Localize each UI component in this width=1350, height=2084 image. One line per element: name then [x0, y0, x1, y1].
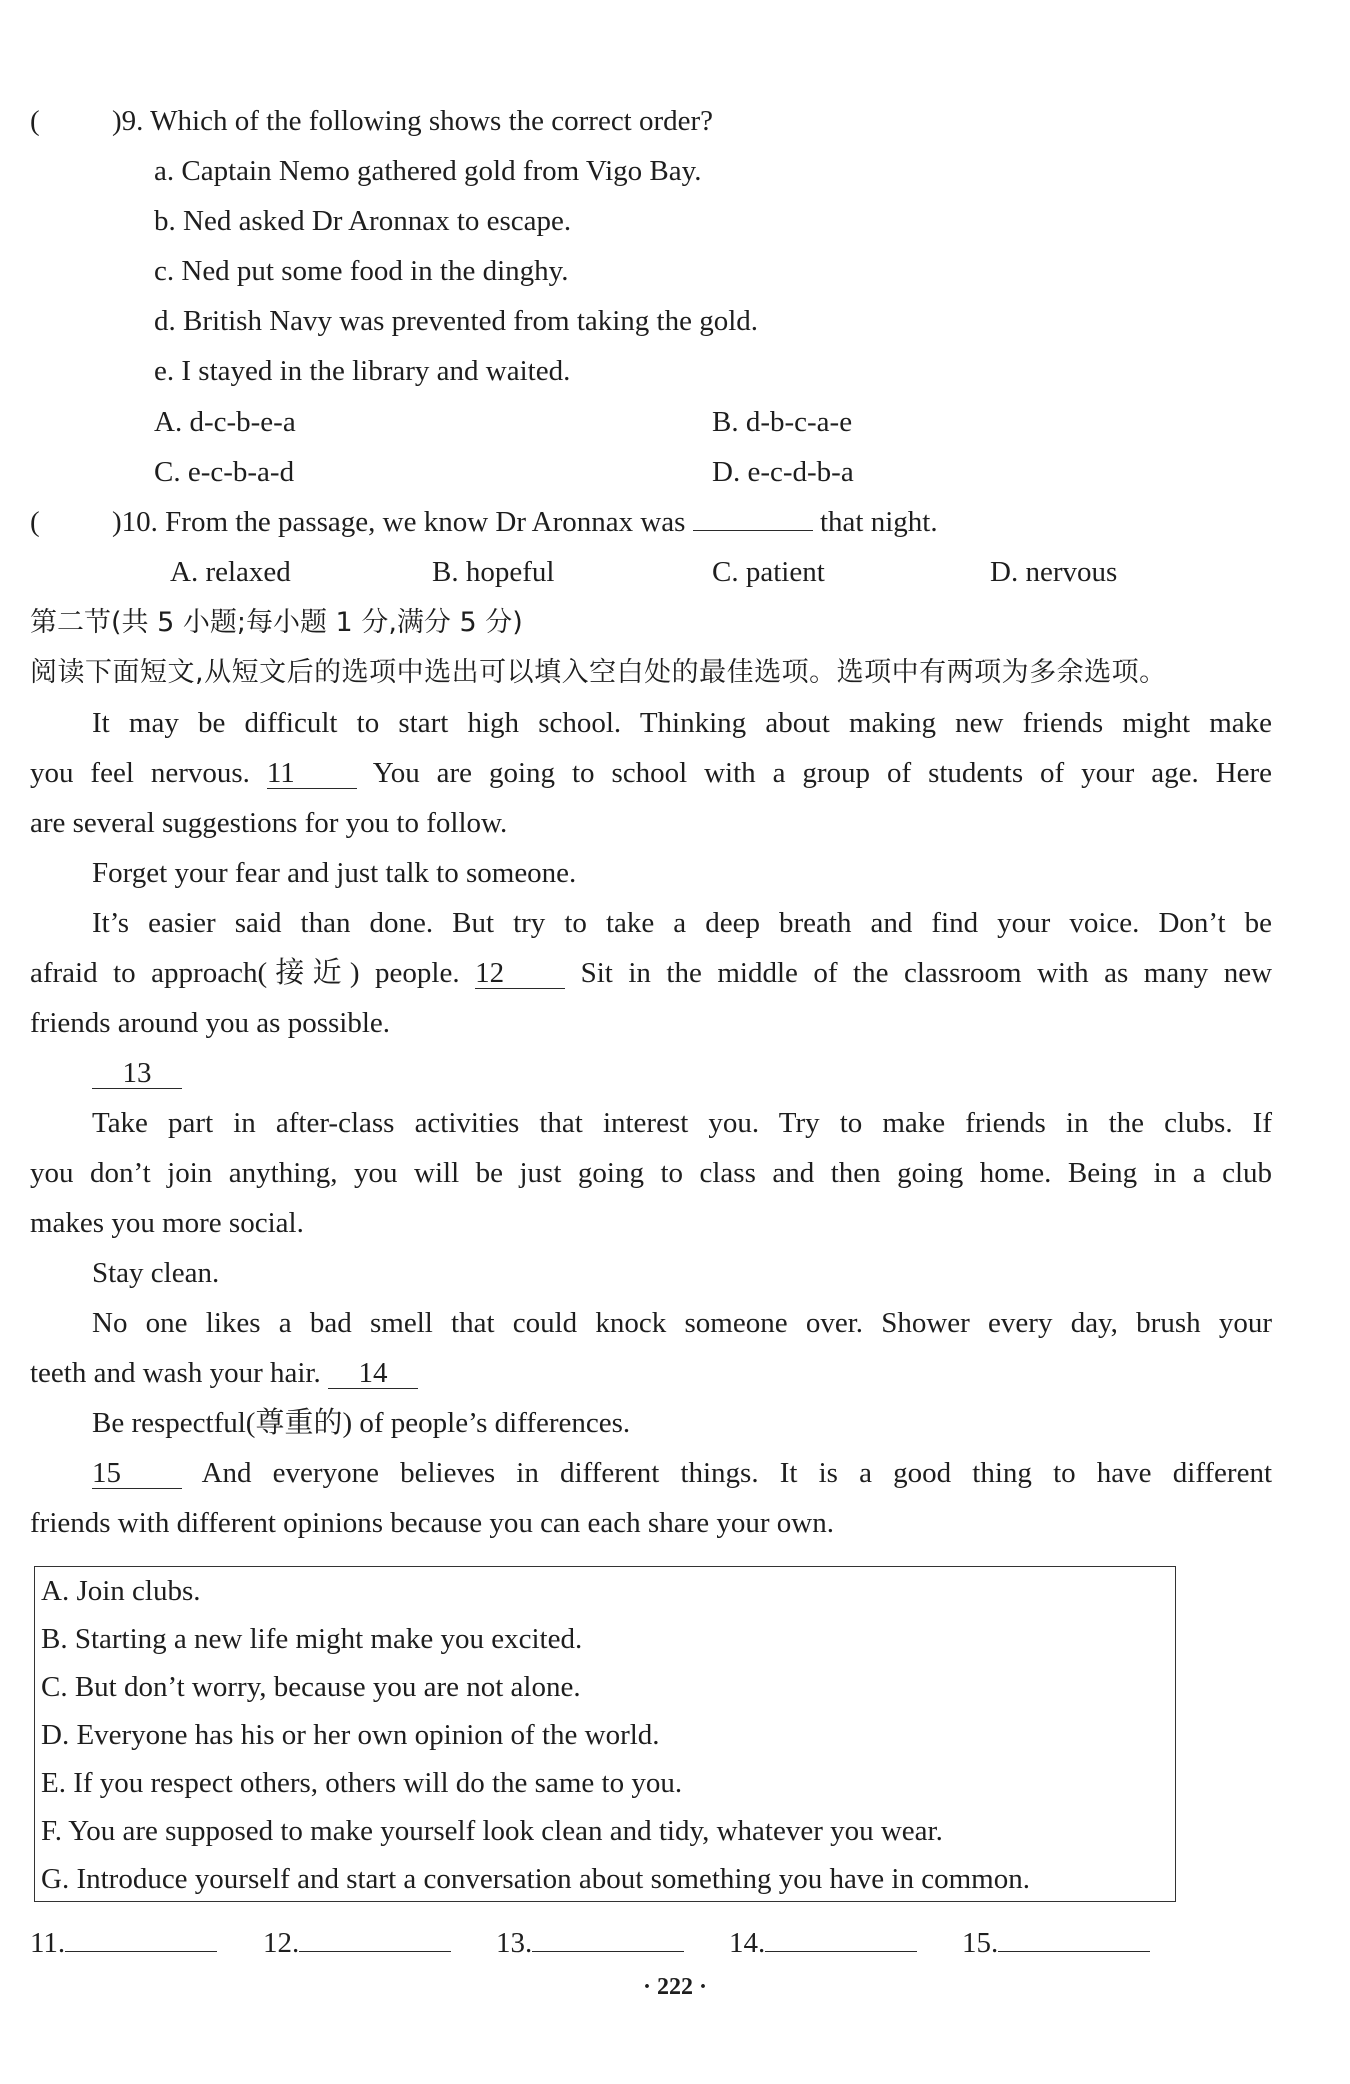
- page-number: · 222 ·: [642, 1974, 707, 2000]
- passage-text: You are going to school with a group of students of your age. Here: [372, 757, 1272, 789]
- q9-option-c: C. e-c-b-a-d: [154, 456, 295, 488]
- subheading: Be respectful(尊重的) of people’s differences.: [92, 1407, 631, 1439]
- question-number: )10.: [112, 506, 158, 538]
- question-text: From the passage, we know Dr Aronnax was: [165, 506, 686, 538]
- q10-option-c: C. patient: [712, 556, 825, 588]
- answer-13[interactable]: [496, 1923, 684, 1963]
- q9-option-d: D. e-c-d-b-a: [712, 456, 854, 488]
- answer-label: 13.: [496, 1927, 533, 1959]
- passage-line: [30, 1353, 418, 1393]
- q9-option-a: A. d-c-b-e-a: [154, 406, 296, 438]
- blank-13-line: [92, 1053, 182, 1093]
- passage-line: are several suggestions for you to follow.: [30, 807, 508, 839]
- answer-label: 12.: [263, 1927, 300, 1959]
- answer-label: 14.: [729, 1927, 766, 1959]
- passage-line: It may be difficult to start high school. Thinking about making new friends might make: [92, 707, 1272, 739]
- choice-a: A. Join clubs.: [41, 1575, 201, 1607]
- choices-box: [34, 1566, 1176, 1902]
- event-e: e. I stayed in the library and waited.: [154, 355, 571, 387]
- answer-line[interactable]: [765, 1951, 917, 1952]
- answer-parenthesis: (: [30, 105, 40, 137]
- passage-line: friends with different opinions because you can each share your own.: [30, 1507, 834, 1539]
- answer-12[interactable]: [263, 1923, 451, 1963]
- passage-line: friends around you as possible.: [30, 1007, 391, 1039]
- answer-15[interactable]: [962, 1923, 1150, 1963]
- event-c: c. Ned put some food in the dinghy.: [154, 255, 569, 287]
- passage-text: Sit in the middle of the classroom with as many new: [580, 957, 1273, 989]
- answer-line[interactable]: [532, 1951, 684, 1952]
- choice-e: E. If you respect others, others will do the same to you.: [41, 1767, 683, 1799]
- answer-line[interactable]: [65, 1951, 217, 1952]
- choice-b: B. Starting a new life might make you excited.: [41, 1623, 583, 1655]
- passage-text: afraid to approach(接近) people.: [30, 957, 460, 989]
- blank-15: 15: [92, 1458, 182, 1489]
- passage-line: [30, 753, 1272, 793]
- question-number: )9.: [112, 105, 144, 137]
- passage-text: you feel nervous.: [30, 757, 250, 789]
- section-instruction: 阅读下面短文,从短文后的选项中选出可以填入空白处的最佳选项。选项中有两项为多余选项。: [30, 657, 1167, 688]
- choice-d: D. Everyone has his or her own opinion of the world.: [41, 1719, 660, 1751]
- section-heading: 第二节(共 5 小题;每小题 1 分,满分 5 分): [30, 607, 523, 638]
- answer-11[interactable]: [30, 1923, 217, 1963]
- answer-blank: [693, 530, 813, 531]
- subheading: Stay clean.: [92, 1257, 220, 1289]
- passage-text: And everyone believes in different things. It is a good thing to have different: [201, 1457, 1272, 1489]
- blank-13: 13: [92, 1058, 182, 1089]
- question-9-stem: [30, 101, 713, 141]
- event-a: a. Captain Nemo gathered gold from Vigo Bay.: [154, 155, 702, 187]
- question-text-end: that night.: [819, 506, 938, 538]
- passage-text: teeth and wash your hair.: [30, 1357, 321, 1389]
- passage-line: It’s easier said than done. But try to take a deep breath and find your voice. Don’t be: [92, 907, 1272, 939]
- event-d: d. British Navy was prevented from taking the gold.: [154, 305, 759, 337]
- answer-14[interactable]: [729, 1923, 917, 1963]
- answer-parenthesis: (: [30, 506, 40, 538]
- blank-11: 11: [267, 758, 357, 789]
- q10-option-a: A. relaxed: [170, 556, 291, 588]
- q10-option-b: B. hopeful: [432, 556, 555, 588]
- passage-line: [92, 1453, 1272, 1493]
- choice-f: F. You are supposed to make yourself look clean and tidy, whatever you wear.: [41, 1815, 943, 1847]
- blank-14: 14: [328, 1358, 418, 1389]
- answer-line[interactable]: [299, 1951, 451, 1952]
- answer-label: 11.: [30, 1927, 66, 1959]
- subheading: Forget your fear and just talk to someone.: [92, 857, 577, 889]
- answer-line[interactable]: [998, 1951, 1150, 1952]
- passage-line: [30, 953, 1272, 993]
- question-text: Which of the following shows the correct order?: [150, 105, 714, 137]
- choice-c: C. But don’t worry, because you are not alone.: [41, 1671, 581, 1703]
- passage-line: No one likes a bad smell that could knock someone over. Shower every day, brush your: [92, 1307, 1272, 1339]
- blank-12: 12: [475, 958, 565, 989]
- q10-option-d: D. nervous: [990, 556, 1118, 588]
- answer-label: 15.: [962, 1927, 999, 1959]
- passage-line: you don’t join anything, you will be just going to class and then going home. Being in a club: [30, 1157, 1272, 1189]
- choice-g: G. Introduce yourself and start a conversation about something you have in common.: [41, 1863, 1030, 1895]
- event-b: b. Ned asked Dr Aronnax to escape.: [154, 205, 572, 237]
- passage-line: makes you more social.: [30, 1207, 304, 1239]
- passage-line: Take part in after-class activities that interest you. Try to make friends in the clubs. If: [92, 1107, 1272, 1139]
- question-10-stem: [30, 502, 938, 542]
- q9-option-b: B. d-b-c-a-e: [712, 406, 853, 438]
